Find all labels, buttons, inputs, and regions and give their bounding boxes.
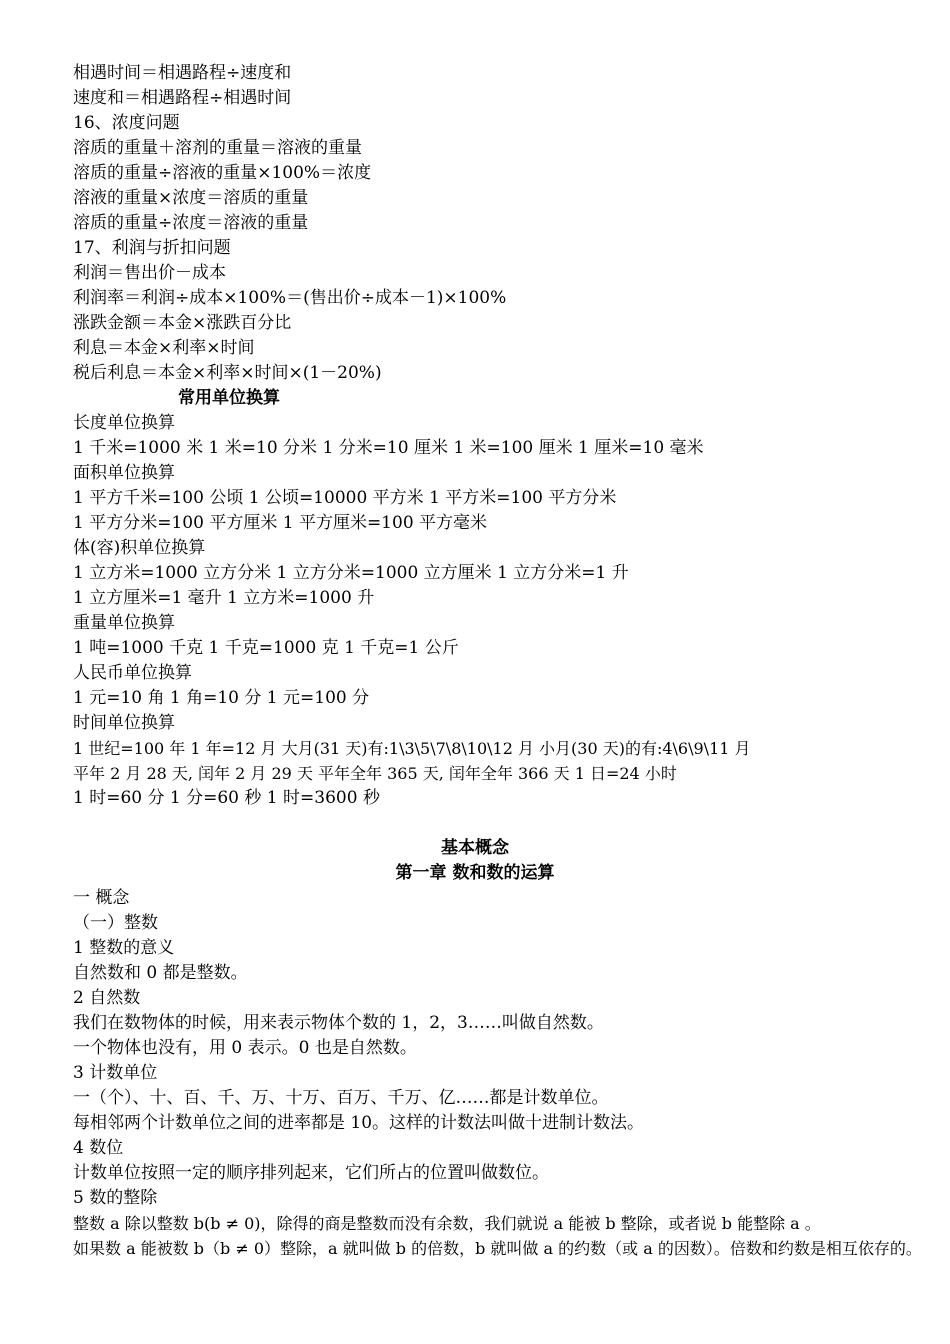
section-title: 16、浓度问题 xyxy=(73,113,180,133)
subsection-title: 长度单位换算 xyxy=(73,413,175,433)
text-line: 溶液的重量×浓度＝溶质的重量 xyxy=(73,188,309,208)
text-line: 溶质的重量÷浓度＝溶液的重量 xyxy=(73,213,309,233)
text-line: 一（个）、十、百、千、万、十万、百万、千万、亿……都是计数单位。 xyxy=(73,1088,609,1108)
text-line: 1 千米=1000 米 1 米=10 分米 1 分米=10 厘米 1 米=100 厘米 1 厘米=10 毫米 xyxy=(73,438,704,458)
text-line: 速度和＝相遇路程÷相遇时间 xyxy=(73,88,292,108)
subsection-title: （一）整数 xyxy=(73,913,158,933)
text-line: 每相邻两个计数单位之间的进率都是 10。这样的计数法叫做十进制计数法。 xyxy=(73,1113,645,1133)
subsection-title: 2 自然数 xyxy=(73,988,141,1008)
text-line: 利息＝本金×利率×时间 xyxy=(73,338,255,358)
chapter-heading: 第一章 数和数的运算 xyxy=(395,863,555,883)
subsection-title: 1 整数的意义 xyxy=(73,938,175,958)
text-line: 1 立方厘米=1 毫升 1 立方米=1000 升 xyxy=(73,588,375,608)
text-line: 自然数和 0 都是整数。 xyxy=(73,963,248,983)
text-line: 1 元=10 角 1 角=10 分 1 元=100 分 xyxy=(73,688,370,708)
text-line: 1 平方千米=100 公顷 1 公顷=10000 平方米 1 平方米=100 平方分米 xyxy=(73,488,617,508)
text-line: 涨跌金额＝本金×涨跌百分比 xyxy=(73,313,292,333)
section-title: 一 概念 xyxy=(73,888,130,908)
subsection-title: 人民币单位换算 xyxy=(73,663,192,683)
text-line: 1 时=60 分 1 分=60 秒 1 时=3600 秒 xyxy=(73,788,380,808)
section-title: 17、利润与折扣问题 xyxy=(73,238,231,258)
text-line: 利润＝售出价－成本 xyxy=(73,263,226,283)
concepts-heading: 基本概念 xyxy=(441,838,509,858)
subsection-title: 4 数位 xyxy=(73,1138,124,1158)
subsection-title: 5 数的整除 xyxy=(73,1188,158,1208)
text-line: 平年 2 月 28 天, 闰年 2 月 29 天 平年全年 365 天, 闰年全年 366 天 1 日=24 小时 xyxy=(73,764,677,783)
text-line: 1 立方米=1000 立方分米 1 立方分米=1000 立方厘米 1 立方分米=1 升 xyxy=(73,563,629,583)
text-line: 1 世纪=100 年 1 年=12 月 大月(31 天)有:1\3\5\7\8\10\12 月 小月(30 天)的有:4\6\9\11 月 xyxy=(73,739,751,758)
text-line: 溶质的重量÷溶液的重量×100%＝浓度 xyxy=(73,163,372,183)
text-line: 利润率＝利润÷成本×100%＝(售出价÷成本－1)×100% xyxy=(73,288,507,308)
subsection-title: 3 计数单位 xyxy=(73,1063,158,1083)
subsection-title: 重量单位换算 xyxy=(73,613,175,633)
units-heading: 常用单位换算 xyxy=(178,388,280,408)
subsection-title: 面积单位换算 xyxy=(73,463,175,483)
text-line: 一个物体也没有，用 0 表示。0 也是自然数。 xyxy=(73,1038,417,1058)
text-line: 1 吨=1000 千克 1 千克=1000 克 1 千克=1 公斤 xyxy=(73,638,459,658)
text-line: 我们在数物体的时候，用来表示物体个数的 1，2，3……叫做自然数。 xyxy=(73,1013,604,1033)
text-line: 相遇时间＝相遇路程÷速度和 xyxy=(73,63,292,83)
text-line: 整数 a 除以整数 b(b ≠ 0)，除得的商是整数而没有余数，我们就说 a 能被 b 整除，或者说 b 能整除 a 。 xyxy=(73,1214,821,1233)
text-paragraph: 如果数 a 能被数 b（b ≠ 0）整除，a 就叫做 b 的倍数，b 就叫做 a 的约数（或 a 的因数）。倍数和约数是相互依存的。 xyxy=(73,1239,922,1258)
subsection-title: 体(容)积单位换算 xyxy=(73,538,206,558)
subsection-title: 时间单位换算 xyxy=(73,713,175,733)
text-line: 税后利息＝本金×利率×时间×(1－20%) xyxy=(73,363,382,383)
text-line: 1 平方分米=100 平方厘米 1 平方厘米=100 平方毫米 xyxy=(73,513,488,533)
text-line: 溶质的重量＋溶剂的重量＝溶液的重量 xyxy=(73,138,362,158)
text-line: 计数单位按照一定的顺序排列起来，它们所占的位置叫做数位。 xyxy=(73,1163,549,1183)
